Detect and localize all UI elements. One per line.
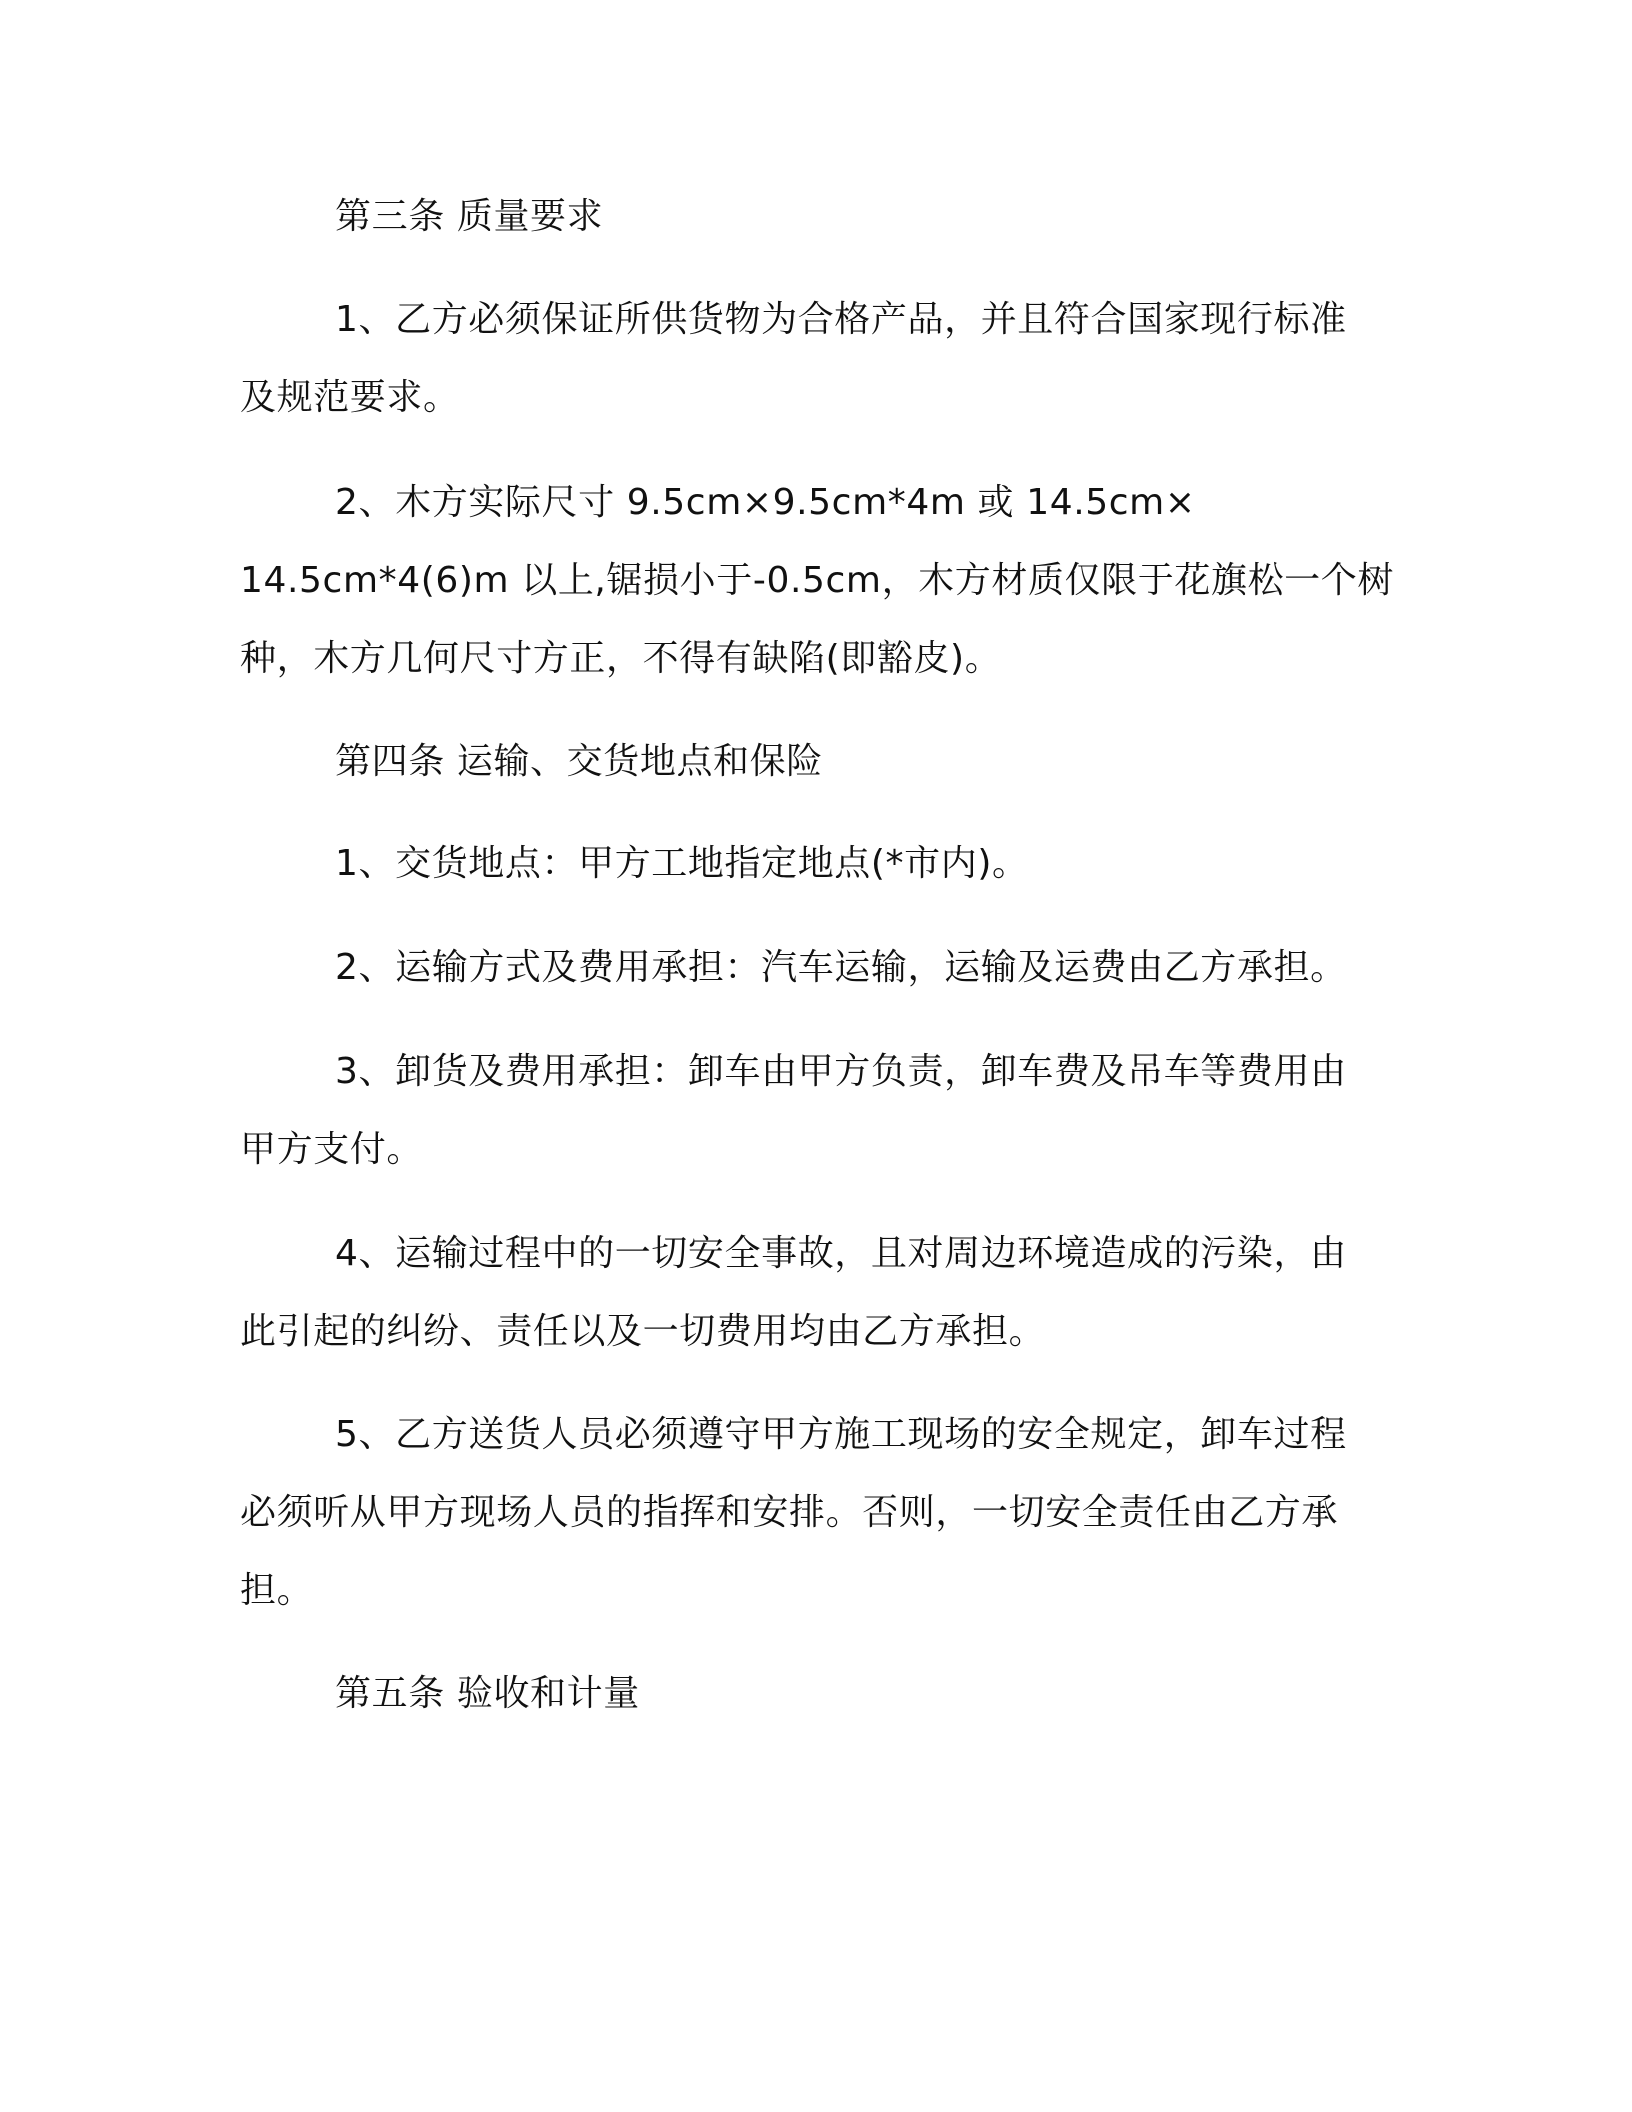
paragraph-line: 3、卸货及费用承担：卸车由甲方负责，卸车费及吊车等费用由 — [335, 1051, 1347, 1092]
paragraph-line: 5、乙方送货人员必须遵守甲方施工现场的安全规定，卸车过程 — [335, 1414, 1347, 1455]
section-heading-4: 第四条 运输、交货地点和保险 — [335, 741, 823, 782]
paragraph-line: 1、交货地点：甲方工地指定地点(*市内)。 — [335, 843, 1029, 884]
section-heading-5: 第五条 验收和计量 — [335, 1673, 640, 1714]
paragraph-line: 甲方支付。 — [240, 1129, 424, 1170]
section-heading-3: 第三条 质量要求 — [335, 196, 604, 237]
paragraph-line: 1、乙方必须保证所供货物为合格产品，并且符合国家现行标准 — [335, 299, 1347, 340]
paragraph-line: 及规范要求。 — [240, 377, 460, 418]
paragraph-line: 4、运输过程中的一切安全事故，且对周边环境造成的污染，由 — [335, 1233, 1347, 1274]
paragraph-line: 种，木方几何尺寸方正，不得有缺陷(即豁皮)。 — [240, 638, 1002, 679]
paragraph-line: 担。 — [240, 1570, 314, 1611]
paragraph-line: 必须听从甲方现场人员的指挥和安排。否则，一切安全责任由乙方承 — [240, 1492, 1339, 1533]
paragraph-line: 2、运输方式及费用承担：汽车运输，运输及运费由乙方承担。 — [335, 947, 1347, 988]
paragraph-line: 此引起的纠纷、责任以及一切费用均由乙方承担。 — [240, 1311, 1046, 1352]
paragraph-line: 14.5cm*4(6)m 以上,锯损小于-0.5cm，木方材质仅限于花旗松一个树 — [240, 560, 1394, 601]
paragraph-line: 2、木方实际尺寸 9.5cm×9.5cm*4m 或 14.5cm× — [335, 482, 1196, 523]
